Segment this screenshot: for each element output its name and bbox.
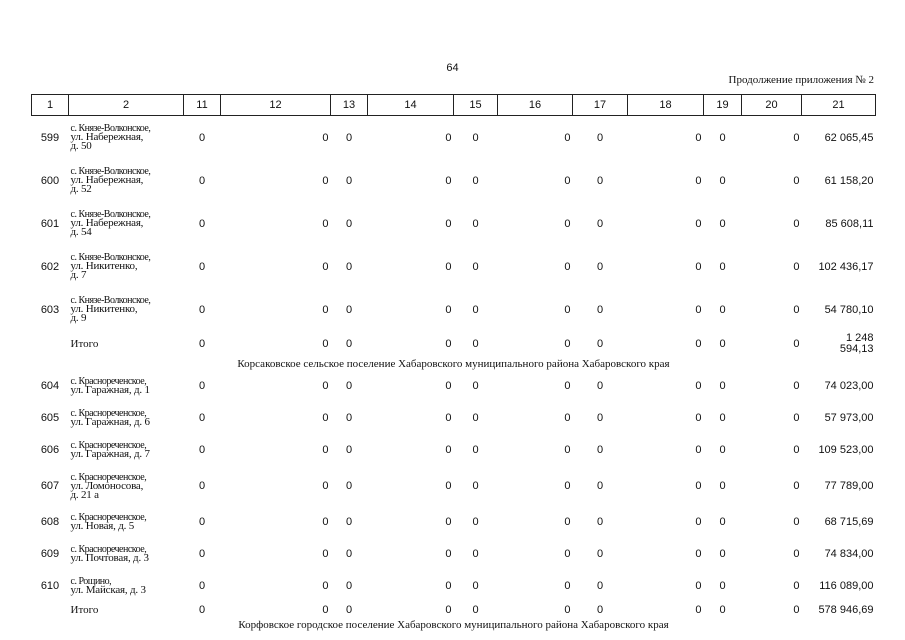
value-cell: 0	[198, 580, 206, 592]
total-cost-cell: 109 523,00	[818, 444, 874, 456]
value-cell: 0	[695, 217, 702, 230]
address-cell	[69, 370, 184, 402]
value-cell: 0	[345, 174, 353, 187]
value-cell: 0	[695, 516, 702, 528]
value-cell: 0	[596, 412, 604, 424]
value-cell: 0	[564, 548, 571, 560]
address-locality: с. Князе-Волконское,	[70, 295, 151, 306]
value-cell: 0	[322, 260, 329, 273]
value-cell: 0	[695, 380, 702, 392]
value-cell: 0	[596, 380, 604, 392]
appendix-continuation-note: Продолжение приложения № 2	[728, 74, 874, 86]
address-house: д. 50	[70, 140, 92, 152]
value-cell: 0	[596, 338, 604, 350]
value-cell: 0	[719, 131, 726, 144]
empty-cell	[32, 602, 69, 618]
subtotal-sum-cell: 578 946,69	[818, 604, 874, 616]
column-header: 2	[69, 95, 184, 116]
total-cost-cell: 62 065,45	[824, 131, 874, 144]
subtotal-label: Итого	[70, 338, 99, 350]
row-number: 610	[40, 580, 60, 592]
column-header: 16	[498, 95, 573, 116]
value-cell: 0	[472, 480, 479, 492]
value-cell: 0	[345, 260, 353, 273]
value-cell: 0	[472, 412, 479, 424]
value-cell: 0	[322, 303, 329, 316]
total-cost-cell: 61 158,20	[824, 174, 874, 187]
value-cell: 0	[719, 303, 726, 316]
value-cell: 0	[695, 131, 702, 144]
address-locality: с. Краснореченское,	[70, 512, 147, 523]
value-cell: 0	[564, 516, 571, 528]
value-cell: 0	[322, 174, 329, 187]
value-cell: 0	[198, 412, 206, 424]
value-cell: 0	[198, 303, 206, 316]
value-cell: 0	[445, 338, 452, 350]
value-cell: 0	[596, 580, 604, 592]
value-cell: 0	[445, 412, 452, 424]
column-header: 14	[368, 95, 454, 116]
table-body	[32, 116, 876, 632]
subtotal-row	[32, 331, 876, 357]
address-street: ул. Ломоносова,	[70, 479, 144, 492]
total-cost-cell: 116 089,00	[819, 580, 874, 592]
value-cell: 0	[445, 516, 452, 528]
table-row	[32, 288, 876, 331]
value-cell: 0	[345, 380, 353, 392]
value-cell: 0	[198, 444, 206, 456]
value-cell: 0	[445, 604, 452, 616]
value-cell: 0	[198, 480, 206, 492]
value-cell: 0	[322, 516, 329, 528]
value-cell: 0	[564, 303, 571, 316]
value-cell: 0	[445, 303, 452, 316]
table-row	[32, 506, 876, 538]
address-locality: с. Краснореченское,	[70, 471, 147, 483]
column-header: 17	[573, 95, 628, 116]
value-cell: 0	[345, 516, 353, 528]
row-number: 604	[40, 380, 60, 392]
column-header: 13	[331, 95, 368, 116]
address-cell	[69, 116, 184, 160]
value-cell: 0	[322, 480, 329, 492]
column-header: 1	[32, 95, 69, 116]
address-street: ул. Гаражная, д. 7	[70, 448, 150, 460]
row-number: 608	[40, 516, 60, 528]
value-cell: 0	[793, 412, 800, 424]
column-header: 11	[184, 95, 221, 116]
row-number: 607	[40, 480, 60, 492]
value-cell: 0	[198, 338, 206, 350]
column-header: 21	[802, 95, 876, 116]
total-cost-cell: 68 715,69	[824, 516, 874, 528]
value-cell: 0	[596, 548, 604, 560]
address-locality: с. Краснореченское,	[70, 544, 147, 555]
value-cell: 0	[198, 174, 206, 187]
table-row	[32, 116, 876, 160]
value-cell: 0	[596, 604, 604, 616]
address-locality: с. Князе-Волконское,	[70, 209, 151, 220]
value-cell: 0	[695, 412, 702, 424]
value-cell: 0	[596, 260, 604, 273]
value-cell: 0	[345, 131, 353, 144]
value-cell: 0	[695, 338, 702, 350]
value-cell: 0	[719, 217, 726, 230]
value-cell: 0	[445, 444, 452, 456]
value-cell: 0	[322, 580, 329, 592]
value-cell: 0	[564, 480, 571, 492]
address-locality: с. Краснореченское,	[70, 376, 147, 387]
value-cell: 0	[596, 217, 604, 230]
header-row	[32, 95, 876, 116]
value-cell: 0	[564, 444, 571, 456]
value-cell: 0	[322, 217, 329, 230]
value-cell: 0	[345, 604, 353, 616]
value-cell: 0	[322, 338, 329, 350]
row-number: 602	[40, 260, 60, 273]
value-cell: 0	[472, 444, 479, 456]
value-cell: 0	[322, 548, 329, 560]
address-street: ул. Новая, д. 5	[70, 520, 135, 532]
value-cell: 0	[793, 580, 800, 592]
table-row	[32, 434, 876, 466]
table-row	[32, 202, 876, 245]
table-row	[32, 402, 876, 434]
address-locality: с. Князе-Волконское,	[70, 252, 151, 263]
address-cell	[69, 402, 184, 434]
value-cell: 0	[472, 604, 479, 616]
value-cell: 0	[564, 380, 571, 392]
address-cell	[69, 245, 184, 288]
row-number: 603	[40, 303, 60, 316]
table-row	[32, 370, 876, 402]
value-cell: 0	[793, 380, 800, 392]
value-cell: 0	[596, 174, 604, 187]
value-cell: 0	[596, 480, 604, 492]
address-cell	[69, 506, 184, 538]
total-cost-cell: 77 789,00	[824, 480, 874, 492]
value-cell: 0	[198, 604, 206, 616]
value-cell: 0	[719, 516, 726, 528]
value-cell: 0	[198, 217, 206, 230]
value-cell: 0	[793, 548, 800, 560]
value-cell: 0	[472, 260, 479, 273]
total-cost-cell: 54 780,10	[824, 303, 874, 316]
value-cell: 0	[596, 516, 604, 528]
value-cell: 0	[198, 380, 206, 392]
value-cell: 0	[719, 338, 726, 350]
value-cell: 0	[445, 260, 452, 273]
column-header: 20	[742, 95, 802, 116]
value-cell: 0	[345, 303, 353, 316]
value-cell: 0	[564, 580, 571, 592]
address-street: ул. Набережная,	[70, 131, 144, 143]
value-cell: 0	[793, 338, 800, 350]
value-cell: 0	[793, 480, 800, 492]
address-street: ул. Майская, д. 3	[70, 584, 146, 596]
address-street: ул. Гаражная, д. 1	[70, 384, 150, 396]
value-cell: 0	[345, 548, 353, 560]
row-number: 601	[40, 217, 60, 230]
value-cell: 0	[719, 480, 726, 492]
subtotal-sum-line2: 594,13	[839, 343, 874, 355]
total-cost-cell: 74 023,00	[824, 380, 874, 392]
address-cell	[69, 466, 184, 506]
address-locality: с. Князе-Волконское,	[70, 123, 151, 134]
address-street: ул. Набережная,	[70, 217, 144, 229]
total-cost-cell: 102 436,17	[818, 260, 874, 273]
value-cell: 0	[445, 480, 452, 492]
address-house: д. 9	[70, 312, 87, 324]
table-row	[32, 466, 876, 506]
value-cell: 0	[445, 580, 452, 592]
value-cell: 0	[695, 444, 702, 456]
value-cell: 0	[695, 303, 702, 316]
value-cell: 0	[719, 444, 726, 456]
value-cell: 0	[695, 548, 702, 560]
table-row	[32, 538, 876, 570]
address-locality: с. Рощино,	[70, 576, 112, 587]
value-cell: 0	[564, 260, 571, 273]
value-cell: 0	[719, 174, 726, 187]
value-cell: 0	[198, 131, 206, 144]
value-cell: 0	[345, 338, 353, 350]
value-cell: 0	[695, 174, 702, 187]
value-cell: 0	[472, 380, 479, 392]
total-cost-cell: 57 973,00	[824, 412, 874, 424]
value-cell: 0	[793, 260, 800, 273]
value-cell: 0	[198, 516, 206, 528]
value-cell: 0	[719, 412, 726, 424]
address-cell	[69, 570, 184, 602]
value-cell: 0	[345, 580, 353, 592]
value-cell: 0	[445, 217, 452, 230]
value-cell: 0	[345, 412, 353, 424]
row-number: 609	[40, 548, 60, 560]
table-row	[32, 245, 876, 288]
row-number: 605	[40, 412, 60, 424]
address-house: д. 21 а	[70, 488, 99, 501]
value-cell: 0	[793, 131, 800, 144]
value-cell: 0	[793, 303, 800, 316]
address-street: ул. Никитенко,	[70, 260, 138, 272]
section-row	[32, 357, 876, 370]
value-cell: 0	[596, 131, 604, 144]
value-cell: 0	[345, 480, 353, 492]
value-cell: 0	[445, 380, 452, 392]
address-locality: с. Краснореченское,	[70, 440, 147, 451]
column-header: 19	[704, 95, 742, 116]
value-cell: 0	[472, 131, 479, 144]
address-street: ул. Гаражная, д. 6	[70, 416, 150, 428]
value-cell: 0	[345, 444, 353, 456]
value-cell: 0	[322, 604, 329, 616]
value-cell: 0	[719, 580, 726, 592]
page-number: 64	[446, 62, 459, 74]
empty-cell	[32, 331, 69, 357]
value-cell: 0	[198, 260, 206, 273]
value-cell: 0	[472, 516, 479, 528]
row-number: 599	[40, 131, 60, 144]
value-cell: 0	[445, 548, 452, 560]
section-row	[32, 618, 876, 631]
section-title: Корсаковское сельское поселение Хабаровского муниципального района Хабаровского края	[237, 357, 670, 370]
value-cell: 0	[719, 260, 726, 273]
value-cell: 0	[445, 131, 452, 144]
table-row	[32, 159, 876, 202]
value-cell: 0	[564, 338, 571, 350]
total-cost-cell: 74 834,00	[824, 548, 874, 560]
value-cell: 0	[472, 338, 479, 350]
address-house: д. 54	[70, 226, 92, 238]
value-cell: 0	[322, 380, 329, 392]
value-cell: 0	[472, 174, 479, 187]
value-cell: 0	[596, 444, 604, 456]
value-cell: 0	[472, 303, 479, 316]
value-cell: 0	[322, 412, 329, 424]
address-cell	[69, 288, 184, 331]
value-cell: 0	[793, 444, 800, 456]
address-cell	[69, 538, 184, 570]
section-title: Корфовское городское поселение Хабаровского муниципального района Хабаровского края	[238, 618, 669, 631]
address-house: д. 7	[70, 269, 87, 281]
subtotal-sum-cell	[802, 331, 876, 357]
value-cell: 0	[695, 480, 702, 492]
column-header: 18	[628, 95, 704, 116]
value-cell: 0	[719, 380, 726, 392]
value-cell: 0	[472, 580, 479, 592]
value-cell: 0	[719, 604, 726, 616]
address-cell	[69, 434, 184, 466]
value-cell: 0	[322, 444, 329, 456]
column-header: 15	[454, 95, 498, 116]
address-street: ул. Набережная,	[70, 174, 144, 186]
value-cell: 0	[695, 604, 702, 616]
value-cell: 0	[472, 548, 479, 560]
value-cell: 0	[719, 548, 726, 560]
value-cell: 0	[322, 131, 329, 144]
subtotal-sum-line1: 1 248	[845, 332, 874, 344]
value-cell: 0	[564, 174, 571, 187]
value-cell: 0	[793, 217, 800, 230]
value-cell: 0	[472, 217, 479, 230]
row-number: 606	[40, 444, 60, 456]
subtotal-row	[32, 602, 876, 618]
address-locality: с. Краснореченское,	[70, 408, 147, 419]
table-row	[32, 570, 876, 602]
address-cell	[69, 159, 184, 202]
value-cell: 0	[793, 604, 800, 616]
value-cell: 0	[564, 604, 571, 616]
row-number: 600	[40, 174, 60, 187]
appendix-table	[31, 94, 876, 631]
value-cell: 0	[345, 217, 353, 230]
address-locality: с. Князе-Волконское,	[70, 166, 151, 177]
subtotal-label: Итого	[70, 604, 99, 616]
column-header: 12	[221, 95, 331, 116]
value-cell: 0	[564, 412, 571, 424]
address-cell	[69, 202, 184, 245]
value-cell: 0	[445, 174, 452, 187]
value-cell: 0	[695, 580, 702, 592]
value-cell: 0	[564, 131, 571, 144]
address-street: ул. Никитенко,	[70, 303, 138, 315]
value-cell: 0	[596, 303, 604, 316]
address-house: д. 52	[70, 183, 92, 195]
value-cell: 0	[695, 260, 702, 273]
value-cell: 0	[793, 516, 800, 528]
value-cell: 0	[793, 174, 800, 187]
value-cell: 0	[198, 548, 206, 560]
total-cost-cell: 85 608,11	[825, 217, 874, 230]
value-cell: 0	[564, 217, 571, 230]
address-street: ул. Почтовая, д. 3	[70, 552, 149, 564]
